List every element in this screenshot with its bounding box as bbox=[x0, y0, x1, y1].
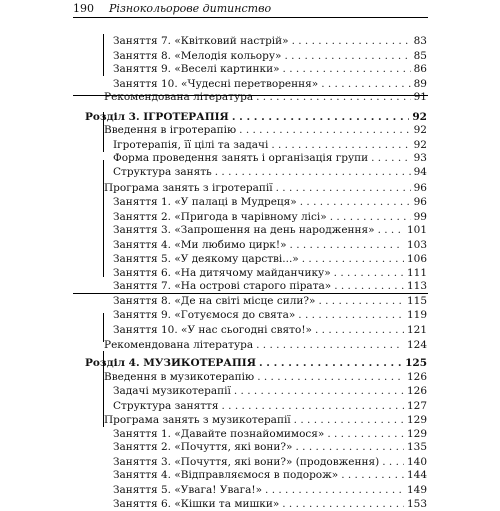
toc-entry-title: Розділ 4. МУЗИКОТЕРАПІЯ bbox=[85, 357, 256, 369]
toc-entry bbox=[113, 294, 427, 308]
toc-entry-page: 89 bbox=[413, 78, 427, 90]
dot-leader bbox=[334, 266, 404, 280]
toc-entry-title: Заняття 2. «Почуття, які вони?» bbox=[113, 441, 293, 453]
toc-entry bbox=[113, 77, 427, 91]
dot-leader bbox=[283, 62, 411, 76]
dot-leader bbox=[341, 468, 404, 482]
toc-entry bbox=[113, 323, 427, 337]
dot-leader bbox=[327, 427, 404, 441]
dot-leader bbox=[294, 413, 404, 427]
toc-entry-page: 121 bbox=[406, 324, 427, 336]
toc-entry-title: Заняття 4. «Відправляємося в подорож» bbox=[113, 469, 339, 481]
dot-leader bbox=[300, 195, 411, 209]
toc-entry bbox=[113, 483, 427, 497]
toc-entry-title: Програма занять з ігротерапії bbox=[104, 182, 273, 194]
toc-entry bbox=[113, 252, 427, 266]
toc-entry-page: 144 bbox=[406, 469, 427, 481]
group-bracket bbox=[103, 351, 104, 427]
header-rule bbox=[73, 17, 428, 18]
toc-entry bbox=[113, 210, 427, 224]
toc-entry bbox=[113, 62, 427, 76]
toc-entry-page: 83 bbox=[413, 35, 427, 47]
toc-entry bbox=[113, 49, 427, 63]
toc-entry bbox=[113, 165, 427, 179]
dot-leader bbox=[256, 90, 411, 104]
toc-entry-title: Заняття 8. «Де на світі місце сили?» bbox=[113, 295, 316, 307]
toc-entry-page: 113 bbox=[406, 280, 427, 292]
toc-entry-title: Заняття 1. «Давайте познайомимося» bbox=[113, 428, 325, 440]
toc-entry-title: Ігротерапія, її цілі та задачі bbox=[113, 139, 269, 151]
toc-entry-page: 140 bbox=[406, 456, 427, 468]
dot-leader bbox=[295, 440, 403, 454]
dot-leader bbox=[239, 123, 410, 137]
toc-entry-title: Розділ 3. ІГРОТЕРАПІЯ bbox=[85, 111, 229, 123]
group-bracket bbox=[103, 313, 104, 342]
toc-entry-page: 93 bbox=[413, 152, 427, 164]
running-title: Різнокольорове дитинство bbox=[109, 2, 272, 15]
dot-leader bbox=[282, 497, 404, 511]
toc-entry bbox=[113, 238, 427, 252]
dot-leader bbox=[257, 370, 404, 384]
toc-entry bbox=[113, 151, 427, 165]
toc-entry-title: Заняття 3. «Почуття, які вони?» (продовження) bbox=[113, 456, 380, 468]
dot-leader bbox=[315, 323, 404, 337]
group-bracket bbox=[103, 112, 104, 152]
toc-entry-page: 103 bbox=[406, 239, 427, 251]
toc-entry-title: Структура занять bbox=[113, 166, 212, 178]
dot-leader bbox=[371, 151, 411, 165]
dot-leader bbox=[298, 308, 404, 322]
dot-leader bbox=[256, 338, 404, 352]
toc-entry bbox=[113, 223, 427, 237]
dot-leader bbox=[215, 165, 411, 179]
toc-entry bbox=[113, 427, 427, 441]
toc-entry bbox=[113, 468, 427, 482]
toc-entry-page: 119 bbox=[406, 309, 427, 321]
section-divider bbox=[73, 293, 428, 294]
toc-entry-title: Заняття 1. «У палаці в Мудреця» bbox=[113, 196, 297, 208]
toc-entry bbox=[104, 90, 427, 104]
toc-entry bbox=[104, 181, 427, 195]
dot-leader bbox=[234, 384, 404, 398]
toc-entry-title: Заняття 5. «У деякому царстві...» bbox=[113, 253, 299, 265]
toc-entry-title: Введення в музикотерапію bbox=[104, 371, 255, 383]
dot-leader bbox=[232, 110, 410, 124]
toc-entry bbox=[113, 138, 427, 152]
toc-entry-page: 94 bbox=[413, 166, 427, 178]
toc-entry-title: Рекомендована література bbox=[104, 91, 254, 103]
toc-entry-title: Заняття 10. «У нас сьогодні свято!» bbox=[113, 324, 312, 336]
toc-entry-page: 125 bbox=[405, 357, 427, 369]
dot-leader bbox=[284, 49, 410, 63]
toc-entry-page: 85 bbox=[413, 50, 427, 62]
toc-entry-page: 153 bbox=[406, 498, 427, 510]
toc-entry-page: 96 bbox=[413, 196, 427, 208]
toc-entry-page: 124 bbox=[406, 339, 427, 351]
dot-leader bbox=[321, 77, 410, 91]
toc-entry-page: 111 bbox=[406, 267, 427, 279]
dot-leader bbox=[259, 356, 402, 370]
dot-leader bbox=[221, 399, 403, 413]
toc-entry-title: Заняття 4. «Ми любимо цирк!» bbox=[113, 239, 287, 251]
toc-entry-title: Заняття 8. «Мелодія кольору» bbox=[113, 50, 282, 62]
dot-leader bbox=[271, 138, 410, 152]
toc-entry-title: Заняття 10. «Чудесні перетворення» bbox=[113, 78, 319, 90]
toc-entry bbox=[85, 110, 427, 124]
dot-leader bbox=[265, 483, 404, 497]
toc-entry-page: 149 bbox=[406, 484, 427, 496]
toc-entry bbox=[113, 440, 427, 454]
toc-entry-title: Введення в ігротерапію bbox=[104, 124, 237, 136]
toc-entry-page: 96 bbox=[413, 182, 427, 194]
dot-leader bbox=[318, 294, 404, 308]
toc-entry bbox=[113, 497, 427, 511]
toc-entry-title: Заняття 6. «На дитячому майданчику» bbox=[113, 267, 331, 279]
dot-leader bbox=[330, 210, 411, 224]
toc-entry-page: 135 bbox=[406, 441, 427, 453]
dot-leader bbox=[382, 455, 404, 469]
toc-entry bbox=[85, 356, 427, 370]
toc-entry-page: 92 bbox=[413, 139, 427, 151]
toc-entry bbox=[104, 413, 427, 427]
toc-entry-page: 99 bbox=[413, 211, 427, 223]
toc-entry-title: Програма занять з музикотерапії bbox=[104, 414, 291, 426]
dot-leader bbox=[290, 238, 404, 252]
toc-entry-title: Задачі музикотерапії bbox=[113, 385, 231, 397]
toc-entry-page: 106 bbox=[406, 253, 427, 265]
toc-entry bbox=[113, 308, 427, 322]
toc-entry-title: Заняття 9. «Готуємося до свята» bbox=[113, 309, 296, 321]
dot-leader bbox=[378, 223, 404, 237]
toc-entry-page: 86 bbox=[413, 63, 427, 75]
toc-entry bbox=[113, 266, 427, 280]
page-number: 190 bbox=[73, 2, 94, 15]
section-divider bbox=[73, 95, 428, 96]
dot-leader bbox=[292, 34, 411, 48]
toc-entry-page: 101 bbox=[406, 224, 427, 236]
toc-entry bbox=[113, 195, 427, 209]
toc-entry-page: 115 bbox=[406, 295, 427, 307]
toc-entry-page: 129 bbox=[406, 428, 427, 440]
toc-entry-title: Заняття 5. «Увага! Увага!» bbox=[113, 484, 263, 496]
toc-entry-page: 91 bbox=[413, 91, 427, 103]
toc-entry bbox=[113, 279, 427, 293]
toc-entry-title: Заняття 3. «Запрошення на день народження» bbox=[113, 224, 375, 236]
toc-entry bbox=[113, 384, 427, 398]
group-bracket bbox=[103, 160, 104, 277]
page-header bbox=[73, 0, 428, 17]
dot-leader bbox=[276, 181, 411, 195]
toc-entry-title: Форма проведення занять і організація групи bbox=[113, 152, 369, 164]
toc-entry-page: 127 bbox=[406, 400, 427, 412]
toc-entry-title: Заняття 9. «Веселі картинки» bbox=[113, 63, 280, 75]
toc-entry bbox=[104, 338, 427, 352]
dot-leader bbox=[302, 252, 404, 266]
toc-entry-title: Заняття 7. «На острові старого пірата» bbox=[113, 280, 332, 292]
toc-entry-title: Заняття 6. «Кішки та мишки» bbox=[113, 498, 280, 510]
group-bracket bbox=[103, 34, 104, 76]
toc-entry bbox=[104, 370, 427, 384]
toc-entry bbox=[104, 123, 427, 137]
toc-entry-title: Заняття 7. «Квітковий настрій» bbox=[113, 35, 289, 47]
toc-entry-page: 129 bbox=[406, 414, 427, 426]
toc-entry-page: 92 bbox=[412, 111, 427, 123]
toc-entry-title: Рекомендована література bbox=[104, 339, 254, 351]
toc-entry-page: 92 bbox=[413, 124, 427, 136]
toc-entry-page: 126 bbox=[406, 385, 427, 397]
toc-entry bbox=[113, 399, 427, 413]
toc-entry bbox=[113, 34, 427, 48]
toc-entry-title: Структура заняття bbox=[113, 400, 219, 412]
dot-leader bbox=[334, 279, 404, 293]
toc-entry bbox=[113, 455, 427, 469]
toc-entry-page: 126 bbox=[406, 371, 427, 383]
toc-entry-title: Заняття 2. «Пригода в чарівному лісі» bbox=[113, 211, 327, 223]
